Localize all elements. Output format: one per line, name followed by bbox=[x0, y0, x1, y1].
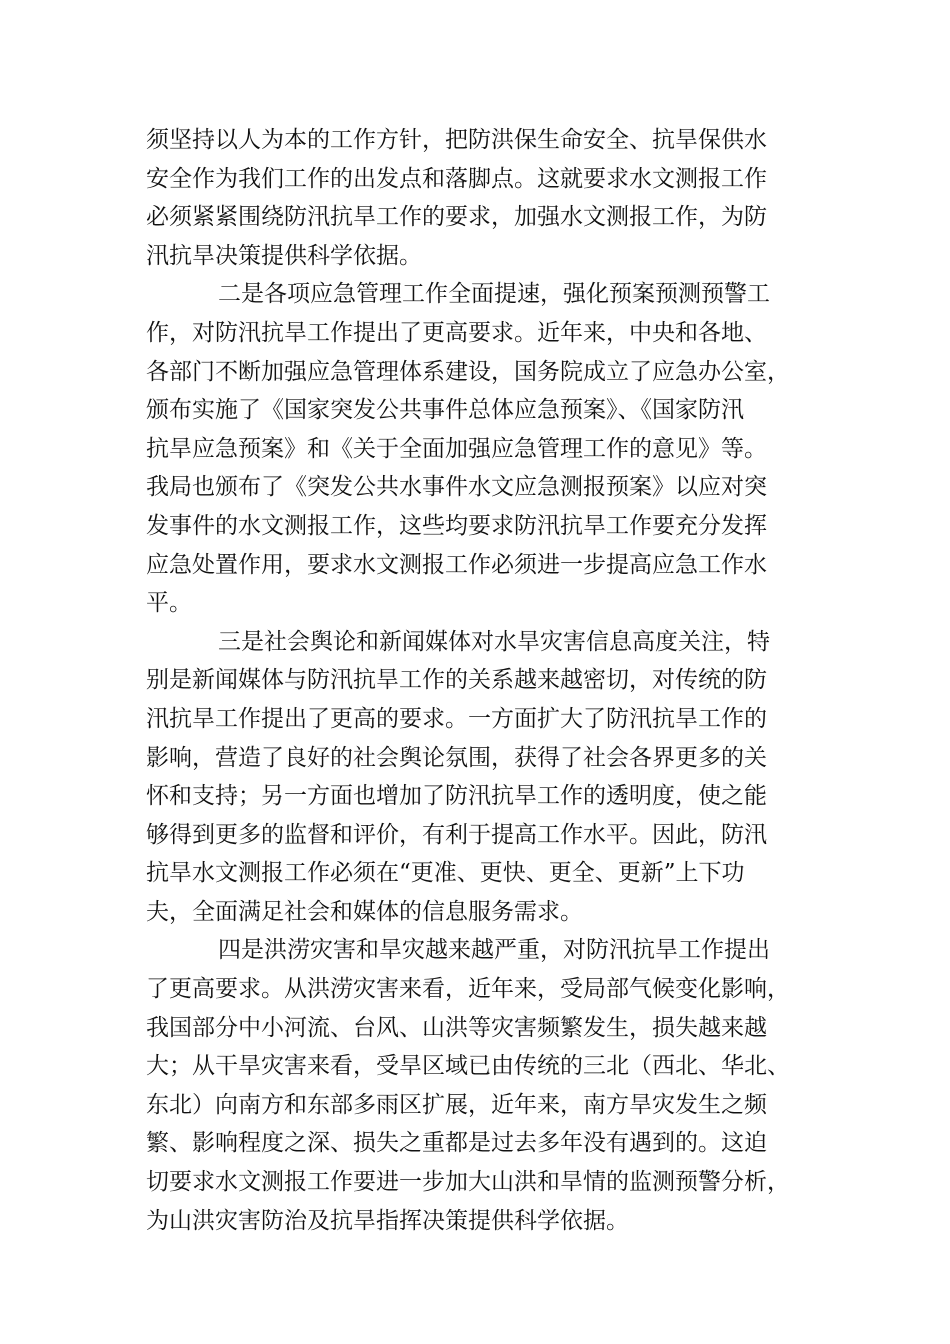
text-line: 汛抗旱工作提出了更高的要求。一方面扩大了防汛抗旱工作的 bbox=[146, 705, 767, 732]
paragraph bbox=[146, 623, 806, 932]
text-line: 作，对防汛抗旱工作提出了更高要求。近年来，中央和各地、 bbox=[146, 319, 767, 346]
text-line: 为山洪灾害防治及抗旱指挥决策提供科学依据。 bbox=[146, 1207, 629, 1234]
text-line: 东北）向南方和东部多雨区扩展，近年来，南方旱灾发生之频 bbox=[146, 1091, 767, 1118]
text-line: 安全作为我们工作的出发点和落脚点。这就要求水文测报工作 bbox=[146, 165, 767, 192]
text-line: 繁、影响程度之深、损失之重都是过去多年没有遇到的。这迫 bbox=[146, 1130, 767, 1157]
paragraph bbox=[146, 275, 806, 622]
text-line: 汛抗旱决策提供科学依据。 bbox=[146, 242, 422, 269]
text-line: 我局也颁布了《突发公共水事件水文应急测报预案》以应对突 bbox=[146, 474, 767, 501]
text-line: 各部门不断加强应急管理体系建设，国务院成立了应急办公室， bbox=[146, 358, 790, 385]
text-line: 四是洪涝灾害和旱灾越来越严重，对防汛抗旱工作提出 bbox=[218, 937, 770, 964]
text-line: 须坚持以人为本的工作方针，把防洪保生命安全、抗旱保供水 bbox=[146, 127, 767, 153]
text-line: 抗旱水文测报工作必须在“更准、更快、更全、更新”上下功 bbox=[146, 860, 745, 887]
text-line: 怀和支持；另一方面也增加了防汛抗旱工作的透明度，使之能 bbox=[146, 783, 767, 810]
text-line: 抗旱应急预案》和《关于全面加强应急管理工作的意见》等。 bbox=[146, 435, 767, 462]
text-line: 发事件的水文测报工作，这些均要求防汛抗旱工作要充分发挥 bbox=[146, 512, 767, 539]
text-line: 平。 bbox=[146, 590, 192, 617]
text-line: 了更高要求。从洪涝灾害来看，近年来，受局部气候变化影响， bbox=[146, 976, 790, 1003]
paragraph bbox=[146, 931, 806, 1240]
text-line: 二是各项应急管理工作全面提速，强化预案预测预警工 bbox=[218, 281, 770, 308]
text-line: 必须紧紧围绕防汛抗旱工作的要求，加强水文测报工作，为防 bbox=[146, 204, 767, 231]
document-body bbox=[146, 121, 806, 1240]
text-line: 颁布实施了《国家突发公共事件总体应急预案》、《国家防汛 bbox=[146, 397, 744, 424]
text-line: 影响，营造了良好的社会舆论氛围，获得了社会各界更多的关 bbox=[146, 744, 767, 771]
text-line: 大；从干旱灾害来看，受旱区域已由传统的三北（西北、华北、 bbox=[146, 1053, 790, 1080]
text-line: 三是社会舆论和新闻媒体对水旱灾害信息高度关注，特 bbox=[218, 628, 770, 655]
text-line: 别是新闻媒体与防汛抗旱工作的关系越来越密切，对传统的防 bbox=[146, 667, 767, 694]
text-line: 切要求水文测报工作要进一步加大山洪和旱情的监测预警分析， bbox=[146, 1169, 790, 1196]
text-line: 夫，全面满足社会和媒体的信息服务需求。 bbox=[146, 898, 583, 925]
paragraph bbox=[146, 121, 806, 275]
text-line: 够得到更多的监督和评价，有利于提高工作水平。因此，防汛 bbox=[146, 821, 767, 848]
text-line: 应急处置作用，要求水文测报工作必须进一步提高应急工作水 bbox=[146, 551, 767, 578]
text-line: 我国部分中小河流、台风、山洪等灾害频繁发生，损失越来越 bbox=[146, 1014, 767, 1041]
